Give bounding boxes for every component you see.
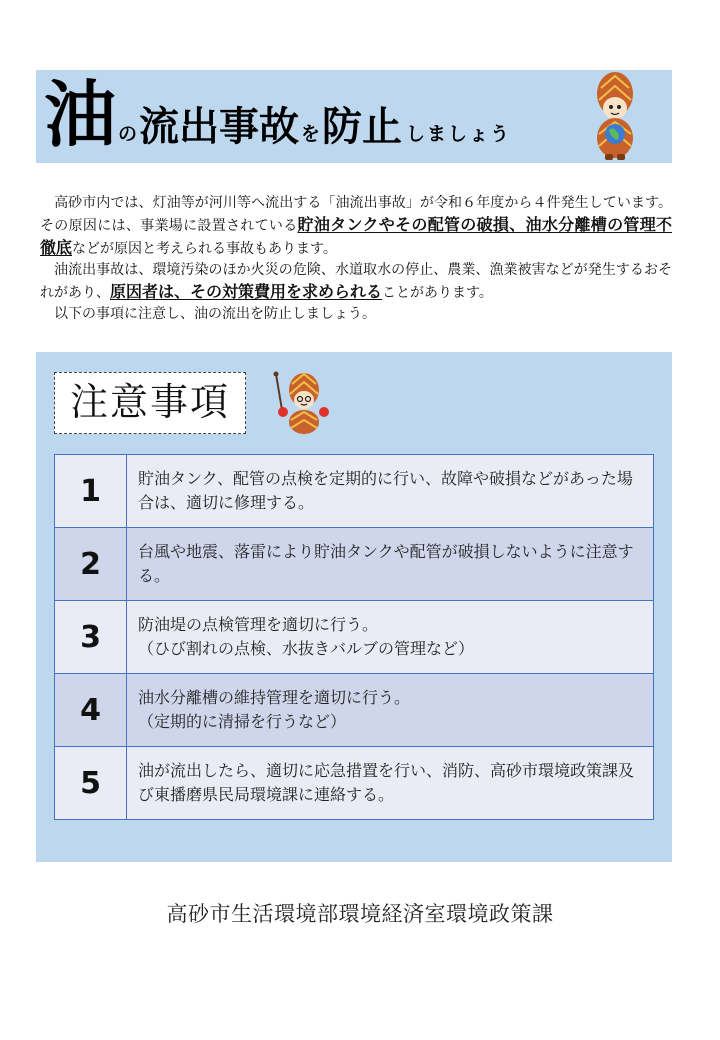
item-number: 5 (55, 747, 127, 820)
intro-paragraph-3: 以下の事項に注意し、油の流出を防止しましょう。 (40, 306, 376, 322)
title-particle-wo: を (301, 123, 321, 145)
footer-department: 高砂市生活環境部環境経済室環境政策課 (166, 902, 554, 926)
table-row (55, 747, 654, 820)
table-row (55, 528, 654, 601)
table-row (55, 674, 654, 747)
item-text: 台風や地震、落雷により貯油タンクや配管が破損しないように注意する。 (127, 528, 654, 601)
title-particle-no: の (118, 123, 138, 145)
item-text-line1: 油水分離槽の維持管理を適切に行う。 (138, 688, 411, 707)
intro-paragraph-2 (40, 260, 672, 304)
intro-p2-part-a: 油流出事故は、環境汚染のほか火災の危険、水道取水の停止、農業、漁業被害などが発生するおそれがあり、 (40, 262, 672, 301)
title-char-oil: 油 (44, 73, 117, 157)
notice-table (54, 454, 654, 820)
item-text: 貯油タンク、配管の点検を定期的に行い、故障や破損などがあった場合は、適切に修理する。 (127, 455, 654, 528)
title-lets: しましょう (406, 123, 512, 145)
item-number: 4 (55, 674, 127, 747)
title-prevention: 防止 (322, 104, 403, 150)
table-row (55, 601, 654, 674)
mascot-pointer-icon (270, 370, 336, 436)
item-text-line1: 防油堤の点検管理を適切に行う。 (138, 615, 379, 634)
intro-text (40, 193, 672, 325)
title-outflow-accident: 流出事故 (139, 104, 300, 150)
intro-p2-part-c: ことがあります。 (382, 285, 493, 301)
item-text-line2: （定期的に清掃を行うなど） (138, 712, 347, 731)
item-text-line2: （ひび割れの点検、水抜きバルブの管理など） (138, 639, 475, 658)
item-number: 3 (55, 601, 127, 674)
item-text: 油が流出したら、適切に応急措置を行い、消防、高砂市環境政策課及び東播磨県民局環境課に連絡する。 (127, 747, 654, 820)
item-text (127, 674, 654, 747)
intro-paragraph-1 (40, 193, 672, 260)
table-row (55, 455, 654, 528)
item-number: 1 (55, 455, 127, 528)
intro-p1-part-a: 高砂市内では、灯油等が河川等へ流出する「油流出事故」が令和６年度から４件発生しています。その原因には、事業場に設置されている (40, 195, 672, 234)
intro-p1-emphasis: 貯油タンクやその配管の破損、油水分離槽の管理不徹底 (40, 215, 672, 257)
item-text (127, 601, 654, 674)
title-banner (36, 70, 672, 163)
mascot-earth-holding-icon (593, 70, 637, 162)
intro-p2-emphasis: 原因者は、その対策費用を求められる (110, 282, 383, 301)
notice-label: 注意事項 (54, 372, 246, 434)
intro-p1-part-c: などが原因と考えられる事故もあります。 (72, 241, 337, 257)
item-number: 2 (55, 528, 127, 601)
page-title (44, 72, 511, 162)
